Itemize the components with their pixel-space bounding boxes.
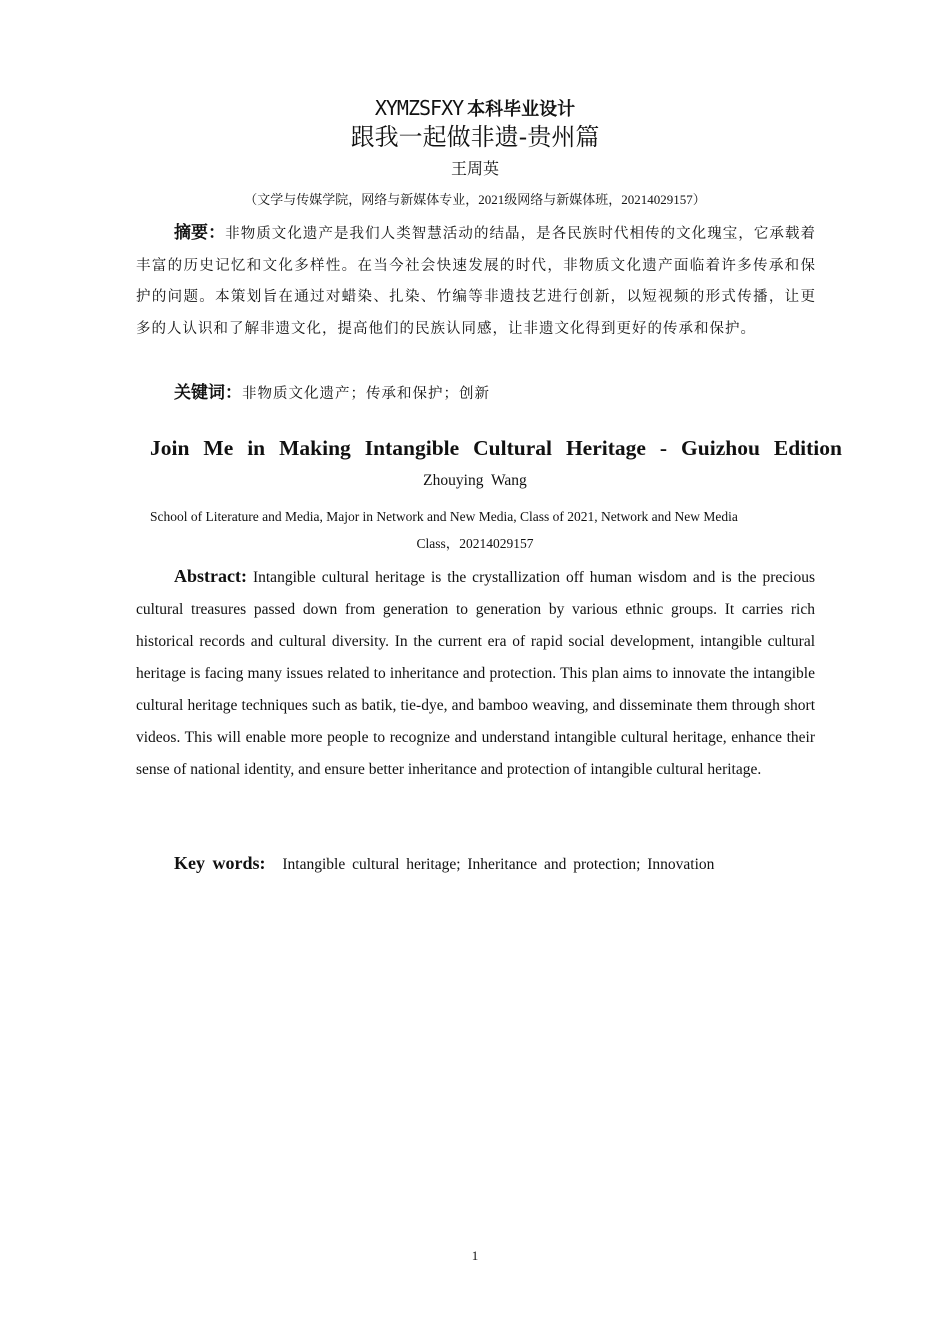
chinese-title: 跟我一起做非遗-贵州篇 — [350, 123, 600, 151]
chinese-affiliation: （文学与传媒学院，网络与新媒体专业，2021级网络与新媒体班，20214029157） — [244, 192, 706, 207]
english-keywords-label: Key words: — [174, 853, 266, 873]
chinese-abstract — [136, 218, 816, 345]
header-label: 本科毕业设计 — [467, 99, 576, 120]
english-affiliation-line2: Class，20214029157 — [416, 536, 534, 551]
chinese-keywords-text: 非物质文化遗产；传承和保护；创新 — [242, 386, 490, 402]
english-keywords-text: Intangible cultural heritage; Inheritance and protection; Innovation — [282, 856, 715, 873]
english-abstract — [136, 560, 815, 786]
document-header — [0, 94, 950, 124]
chinese-author: 王周英 — [450, 159, 499, 178]
chinese-abstract-label: 摘要： — [174, 223, 226, 243]
english-keywords — [174, 848, 714, 880]
chinese-keywords-label: 关键词： — [174, 383, 242, 403]
school-code: XYMZSFXY — [374, 96, 464, 120]
english-affiliation-line1: School of Literature and Media, Major in Network and New Media, Class of 2021, Network and New Media — [150, 509, 738, 524]
chinese-abstract-text: 非物质文化遗产是我们人类智慧活动的结晶，是各民族时代相传的文化瑰宝，它承载着丰富的历史记忆和文化多样性。在当今社会快速发展的时代，非物质文化遗产面临着许多传承和保护的问题。本策划旨在通过对蜡染、扎染、竹编等非遗技艺进行创新，以短视频的形式传播，让更多的人认识和了解非遗文化，提高他们的民族认同感，让非遗文化得到更好的传承和保护。 — [136, 226, 817, 337]
chinese-keywords — [174, 378, 490, 409]
english-title: Join Me in Making Intangible Cultural Heritage - Guizhou Edition — [150, 436, 842, 460]
english-author: Zhouying Wang — [423, 472, 527, 489]
english-abstract-label: Abstract: — [174, 566, 247, 586]
english-abstract-text: Intangible cultural heritage is the crystallization off human wisdom and is the precious cultural treasures passed down from generation to generation by various ethnic groups. It carries rich historical records and cultural diversity. In the current era of rapid social development, intangible cultural heritage is facing many issues related to inheritance and protection. This plan aims to innovate the intangible cultural heritage techniques such as batik, tie-dye, and bamboo weaving, and disseminate them through short videos. This will enable more people to recognize and understand intangible cultural heritage, enhance their sense of national identity, and ensure better inheritance and protection of intangible cultural heritage. — [136, 569, 816, 778]
page-number: 1 — [471, 1248, 479, 1263]
